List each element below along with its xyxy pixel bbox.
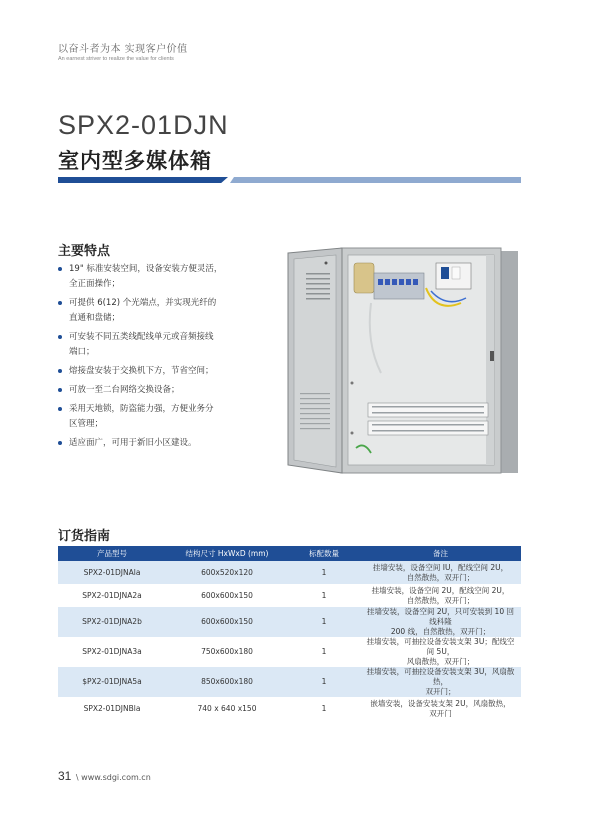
slogan-en: An earnest striver to realize the value for clients xyxy=(58,56,174,62)
product-name: 室内型多媒体箱 xyxy=(58,149,212,173)
note-line: 嵌墙安装，设备安装支架 2U，风扇散热， xyxy=(370,698,511,708)
page-footer xyxy=(58,769,151,783)
note-line: 自然散热，双开门； xyxy=(406,572,475,582)
table-row xyxy=(58,637,521,667)
cell-qty: 1 xyxy=(288,637,360,667)
note-line: 挂墙安装，设备空间 IU，配线空间 2U， xyxy=(372,562,509,572)
feature-line: 19" 标准安装空间，设备安装方便灵活， xyxy=(69,264,223,274)
feature-line: 区管理； xyxy=(69,419,104,429)
product-cabinet-image xyxy=(286,243,521,478)
feature-item xyxy=(58,436,273,451)
feature-line: 可提供 6(12) 个光端点，并实现光纤的 xyxy=(69,298,217,308)
title-divider-bar xyxy=(58,177,521,183)
header-qty: 标配数量 xyxy=(288,546,360,561)
feature-line: 端口； xyxy=(69,347,95,357)
feature-item xyxy=(58,383,273,398)
cell-qty: 1 xyxy=(288,561,360,584)
cell-model: SPX2-01DJNAla xyxy=(58,561,166,584)
page-number: 31 xyxy=(58,769,72,783)
note-line: 风扇散热，双开门； xyxy=(406,657,475,666)
note-line: 双开门 xyxy=(429,708,452,718)
features-list xyxy=(58,262,273,455)
feature-item xyxy=(58,296,273,326)
note-line: 自然散热，双开门； xyxy=(406,595,475,605)
cell-qty: 1 xyxy=(288,697,360,720)
note-line: 挂墙安装，可抽拉设备安装支架 3U，风扇散热， xyxy=(366,667,515,686)
slogan-cn: 以奋斗者为本 实现客户价值 xyxy=(58,44,188,55)
cell-model: $PX2-01DJNA5a xyxy=(58,667,166,697)
cell-qty: 1 xyxy=(288,584,360,607)
cell-size: 600x520x120 xyxy=(166,561,288,584)
cell-model: SPX2-01DJNBla xyxy=(58,697,166,720)
cell-note xyxy=(360,607,521,637)
table-row xyxy=(58,667,521,697)
feature-item xyxy=(58,364,273,379)
table-row xyxy=(58,561,521,584)
cell-model: SPX2-01DJNA2b xyxy=(58,607,166,637)
cell-note xyxy=(360,667,521,697)
cell-qty: 1 xyxy=(288,667,360,697)
cell-qty: 1 xyxy=(288,607,360,637)
cell-note xyxy=(360,637,521,667)
product-model: SPX2-01DJN xyxy=(58,110,229,140)
ordering-title: 订货指南 xyxy=(58,529,111,544)
feature-item xyxy=(58,402,273,432)
feature-line: 可放一至二台网络交换设备； xyxy=(69,385,180,395)
cell-note xyxy=(360,584,521,607)
cell-model: SPX2-01DJNA3a xyxy=(58,637,166,667)
table-row xyxy=(58,697,521,720)
table-row xyxy=(58,607,521,637)
header-note: 备注 xyxy=(360,546,521,561)
cell-model: SPX2-01DJNA2a xyxy=(58,584,166,607)
feature-line: 采用天地锁，防盗能力强，方便业务分 xyxy=(69,404,214,414)
note-line: 200 线，自然散热，双开门； xyxy=(390,627,491,636)
feature-item xyxy=(58,330,273,360)
note-line: 挂墙安装，设备空间 2U，只可安装到 10 回线科隆 xyxy=(367,607,514,626)
cell-note xyxy=(360,561,521,584)
cell-size: 600x600x150 xyxy=(166,584,288,607)
cell-size: 850x600x180 xyxy=(166,667,288,697)
feature-line: 直通和盘储； xyxy=(69,313,121,323)
table-header-row xyxy=(58,546,521,561)
feature-line: 可安装不同五类线配线单元或音频接线 xyxy=(69,332,214,342)
footer-url[interactable]: \ www.sdgi.com.cn xyxy=(75,773,151,782)
feature-line: 全正面操作； xyxy=(69,279,121,289)
feature-item xyxy=(58,262,273,292)
ordering-table xyxy=(58,546,521,720)
cell-size: 600x600x150 xyxy=(166,607,288,637)
features-title: 主要特点 xyxy=(58,244,111,259)
feature-line: 适应面广，可用于新旧小区建设。 xyxy=(69,438,197,448)
cell-note xyxy=(360,697,521,720)
note-line: 双开门； xyxy=(425,687,456,696)
feature-line: 熔接盘安装于交换机下方，节省空间； xyxy=(69,366,214,376)
header-size: 结构尺寸 HxWxD (mm) xyxy=(166,546,288,561)
cell-size: 750x600x180 xyxy=(166,637,288,667)
slogan xyxy=(58,40,188,62)
cell-size: 740 x 640 x150 xyxy=(166,697,288,720)
table-row xyxy=(58,584,521,607)
header-model: 产品型号 xyxy=(58,546,166,561)
note-line: 挂墙安装，可抽拉设备安装支架 3U；配线空间 5U， xyxy=(366,637,515,656)
note-line: 挂墙安装，设备空间 2U，配线空间 2U， xyxy=(371,585,510,595)
